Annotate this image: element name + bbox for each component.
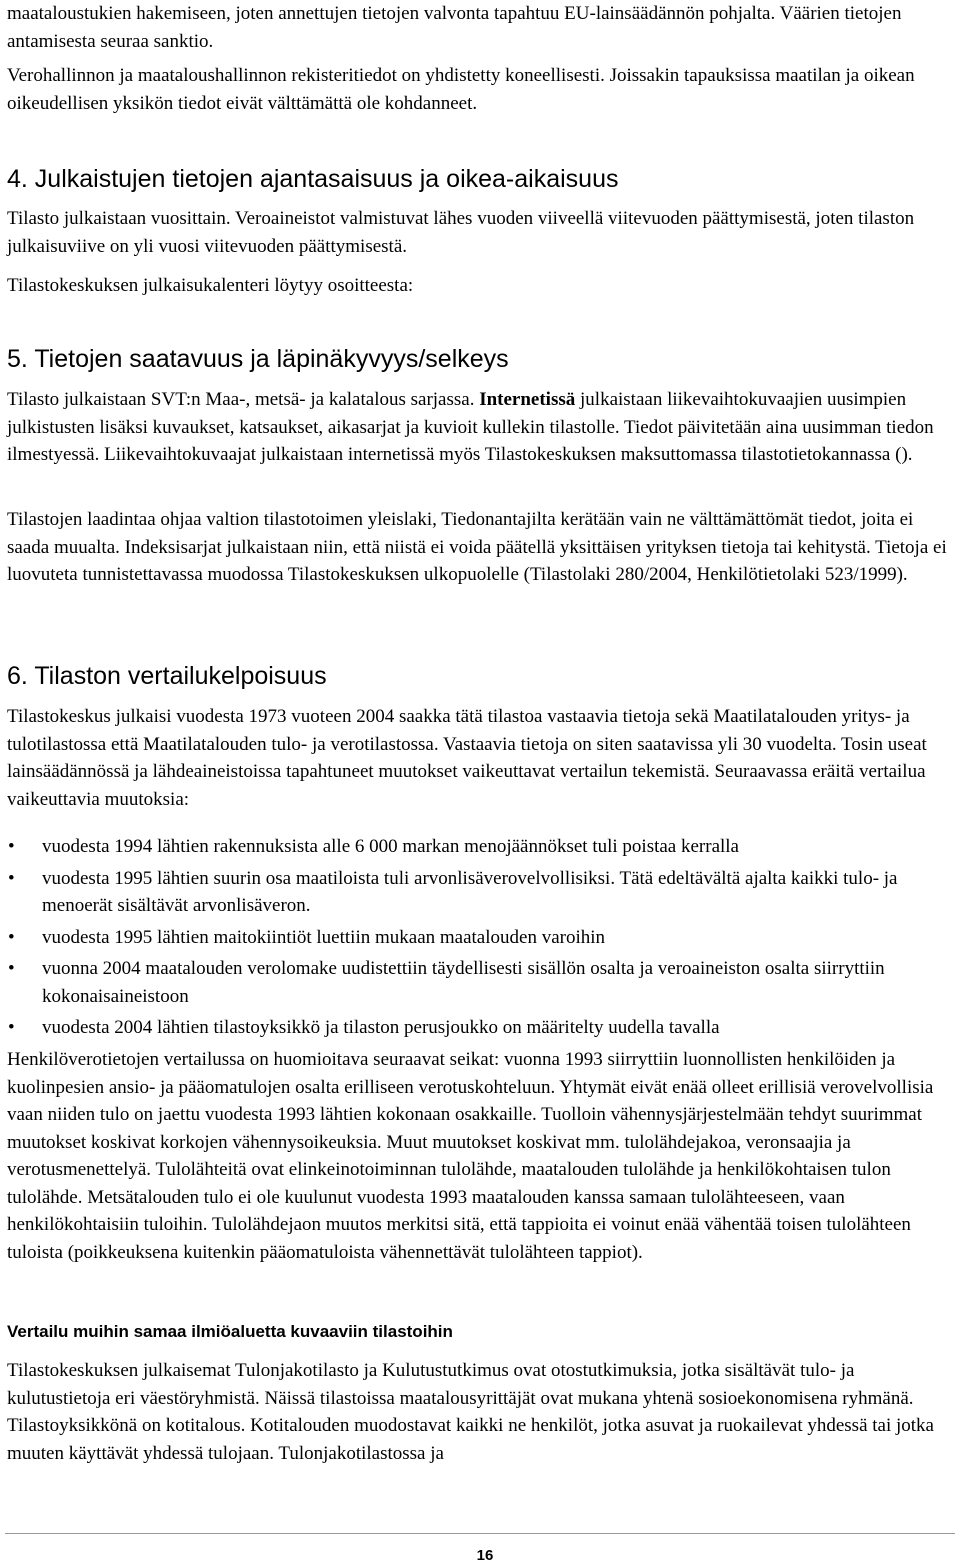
comparison-subheading: Vertailu muihin samaa ilmiöaluetta kuvaaviin tilastoihin: [7, 1322, 453, 1341]
bullet-marker: •: [8, 867, 15, 889]
section-5-p1-text-a: Tilasto julkaistaan SVT:n Maa-, metsä- ja kalatalous sarjassa.: [7, 389, 480, 410]
list-item: [7, 865, 957, 920]
list-item: [7, 1014, 957, 1042]
internet-link-text: Internetissä: [479, 389, 576, 410]
section-6-paragraph-3: Tilastokeskuksen julkaisemat Tulonjakotilasto ja Kulutustutkimus ovat otostutkimuksia, jotka sisältävät tulo- ja kulutustietoja eri väestöryhmistä. Näissä tilastoissa maatalousyrittäjät ovat mukana yhtenä sosioekonomisena ryhmänä. Tilastoyksikkönä on kotitalous. Kotitalouden muodostavat kaikki ne henkilöt, jotka asuvat ja ruokailevat yhdessä tai jotka muuten käyttävät yhdessä tulojaan. Tulonjakotilastossa ja: [7, 1360, 934, 1464]
bullet-marker: •: [8, 1017, 15, 1038]
list-item-text: vuodesta 1994 lähtien rakennuksista alle 6 000 markan menojäännökset tuli poistaa kerralla: [42, 836, 739, 857]
bullet-marker: •: [8, 836, 15, 857]
list-item-text: vuodesta 1995 lähtien suurin osa maatiloista tuli arvonlisäverovelvollisiksi. Tätä edeltävältä ajalta kaikki tulo- ja menoerät sisältävät arvonlisäveron.: [42, 867, 898, 916]
section-5-heading: 5. Tietojen saatavuus ja läpinäkyvyys/selkeys: [7, 345, 509, 373]
bullet-marker: •: [8, 958, 15, 979]
list-item: [7, 833, 957, 861]
list-item: [7, 924, 957, 952]
page-number: 16: [476, 1547, 494, 1564]
section-6-heading: 6. Tilaston vertailukelpoisuus: [7, 662, 327, 690]
section-5-p1-text-b: julkaistaan liikevaihtokuvaajien uusimpien julkistusten lisäksi kuvaukset, katsaukset, aikasarjat ja kuvioit kullekin tilastolle. Tiedot päivitetään aina uusimman tiedon ilmestyessä. Liikevaihtokuvaajat julkaistaan internetissä myös Tilastokeskuksen maksuttomassa tilastotietokannassa ().: [7, 389, 934, 465]
intro-paragraph-2: Verohallinnon ja maataloushallinnon rekisteritiedot on yhdistetty koneellisesti. Joissakin tapauksissa maatilan ja oikean oikeudellisen yksikön tiedot eivät välttämättä ole kohdanneet.: [7, 65, 915, 114]
section-4-paragraph-1: Tilasto julkaistaan vuosittain. Veroaineistot valmistuvat lähes vuoden viiveellä viitevuoden päättymisestä, joten tilaston julkaisuviive on yli vuosi viitevuoden päättymisestä.: [7, 208, 915, 257]
footer-divider: [5, 1533, 955, 1534]
section-4-paragraph-2: Tilastokeskuksen julkaisukalenteri löytyy osoitteesta:: [7, 275, 414, 296]
list-item-text: vuodesta 1995 lähtien maitokiintiöt luettiin mukaan maatalouden varoihin: [42, 926, 606, 948]
changes-list: [7, 833, 957, 1046]
section-5-paragraph-2: Tilastojen laadintaa ohjaa valtion tilastotoimen yleislaki, Tiedonantajilta kerätään vain ne välttämättömät tiedot, joita ei saada muualta. Indeksisarjat julkaistaan niin, että niistä ei voida päätellä yksittäisen yrityksen tietoja tai kehitystä. Tietoja ei luovuteta tunnistettavassa muodossa Tilastokeskuksen ulkopuolelle (Tilastolaki 280/2004, Henkilötietolaki 523/1999).: [7, 509, 947, 585]
list-item-text: vuonna 2004 maatalouden verolomake uudistettiin täydellisesti sisällön osalta ja veroaineiston osalta siirryttiin kokonaisaineistoon: [42, 958, 885, 1007]
section-5-paragraph-1: [7, 386, 957, 469]
bullet-marker: •: [8, 926, 15, 948]
list-item: [7, 955, 957, 1010]
intro-paragraph-1: maataloustukien hakemiseen, joten annettujen tietojen valvonta tapahtuu EU-lainsäädännön pohjalta. Väärien tietojen antamisesta seuraa sanktio.: [7, 3, 902, 52]
section-6-paragraph-2: Henkilöverotietojen vertailussa on huomioitava seuraavat seikat: vuonna 1993 siirryttiin luonnollisten henkilöiden ja kuolinpesien ansio- ja pääomatulojen osalta erilliseen verotuskohteluun. Yhtymät eivät enää olleet erillisiä verovelvollisia vaan niiden tulo on jaettu vuodesta 1993 lähtien kokonaan osakkaille. Tuolloin vähennysjärjestelmään tehdyt suurimmat muutokset koskivat korkojen vähennysoikeuksia. Muut muutokset koskivat mm. tulolähdejakoa, veronsaajia ja verotusmenettelyä. Tulolähteitä ovat elinkeinotoiminnan tulolähde, maatalouden tulolähde ja henkilökohtaisen tulon tulolähde. Metsätalouden tulo ei ole kuulunut vuodesta 1993 maatalouden kanssa samaan tulolähteeseen, vaan henkilökohtaisiin tuloihin. Tulolähdejaon muutos merkitsi sitä, että tappioita ei voinut enää vähentää toisen tulolähteen tuloista (poikkeuksena kuitenkin pääomatuloista vähennettävät tulolähteen tappiot).: [7, 1049, 934, 1263]
section-4-heading: 4. Julkaistujen tietojen ajantasaisuus ja oikea-aikaisuus: [7, 165, 619, 193]
section-6-paragraph-1: Tilastokeskus julkaisi vuodesta 1973 vuoteen 2004 saakka tätä tilastoa vastaavia tietoja sekä Maatilatalouden yritys- ja tulotilastossa että Maatilatalouden tulo- ja verotilastossa. Vastaavia tietoja on siten saatavissa yli 30 vuodelta. Tosin useat lainsäädännössä ja lähdeaineistoissa tapahtuneet muutokset vaikeuttavat vertailun tekemistä. Seuraavassa eräitä vertailua vaikeuttavia muutoksia:: [7, 706, 927, 810]
list-item-text: vuodesta 2004 lähtien tilastoyksikkö ja tilaston perusjoukko on määritelty uudella tavalla: [42, 1017, 720, 1038]
